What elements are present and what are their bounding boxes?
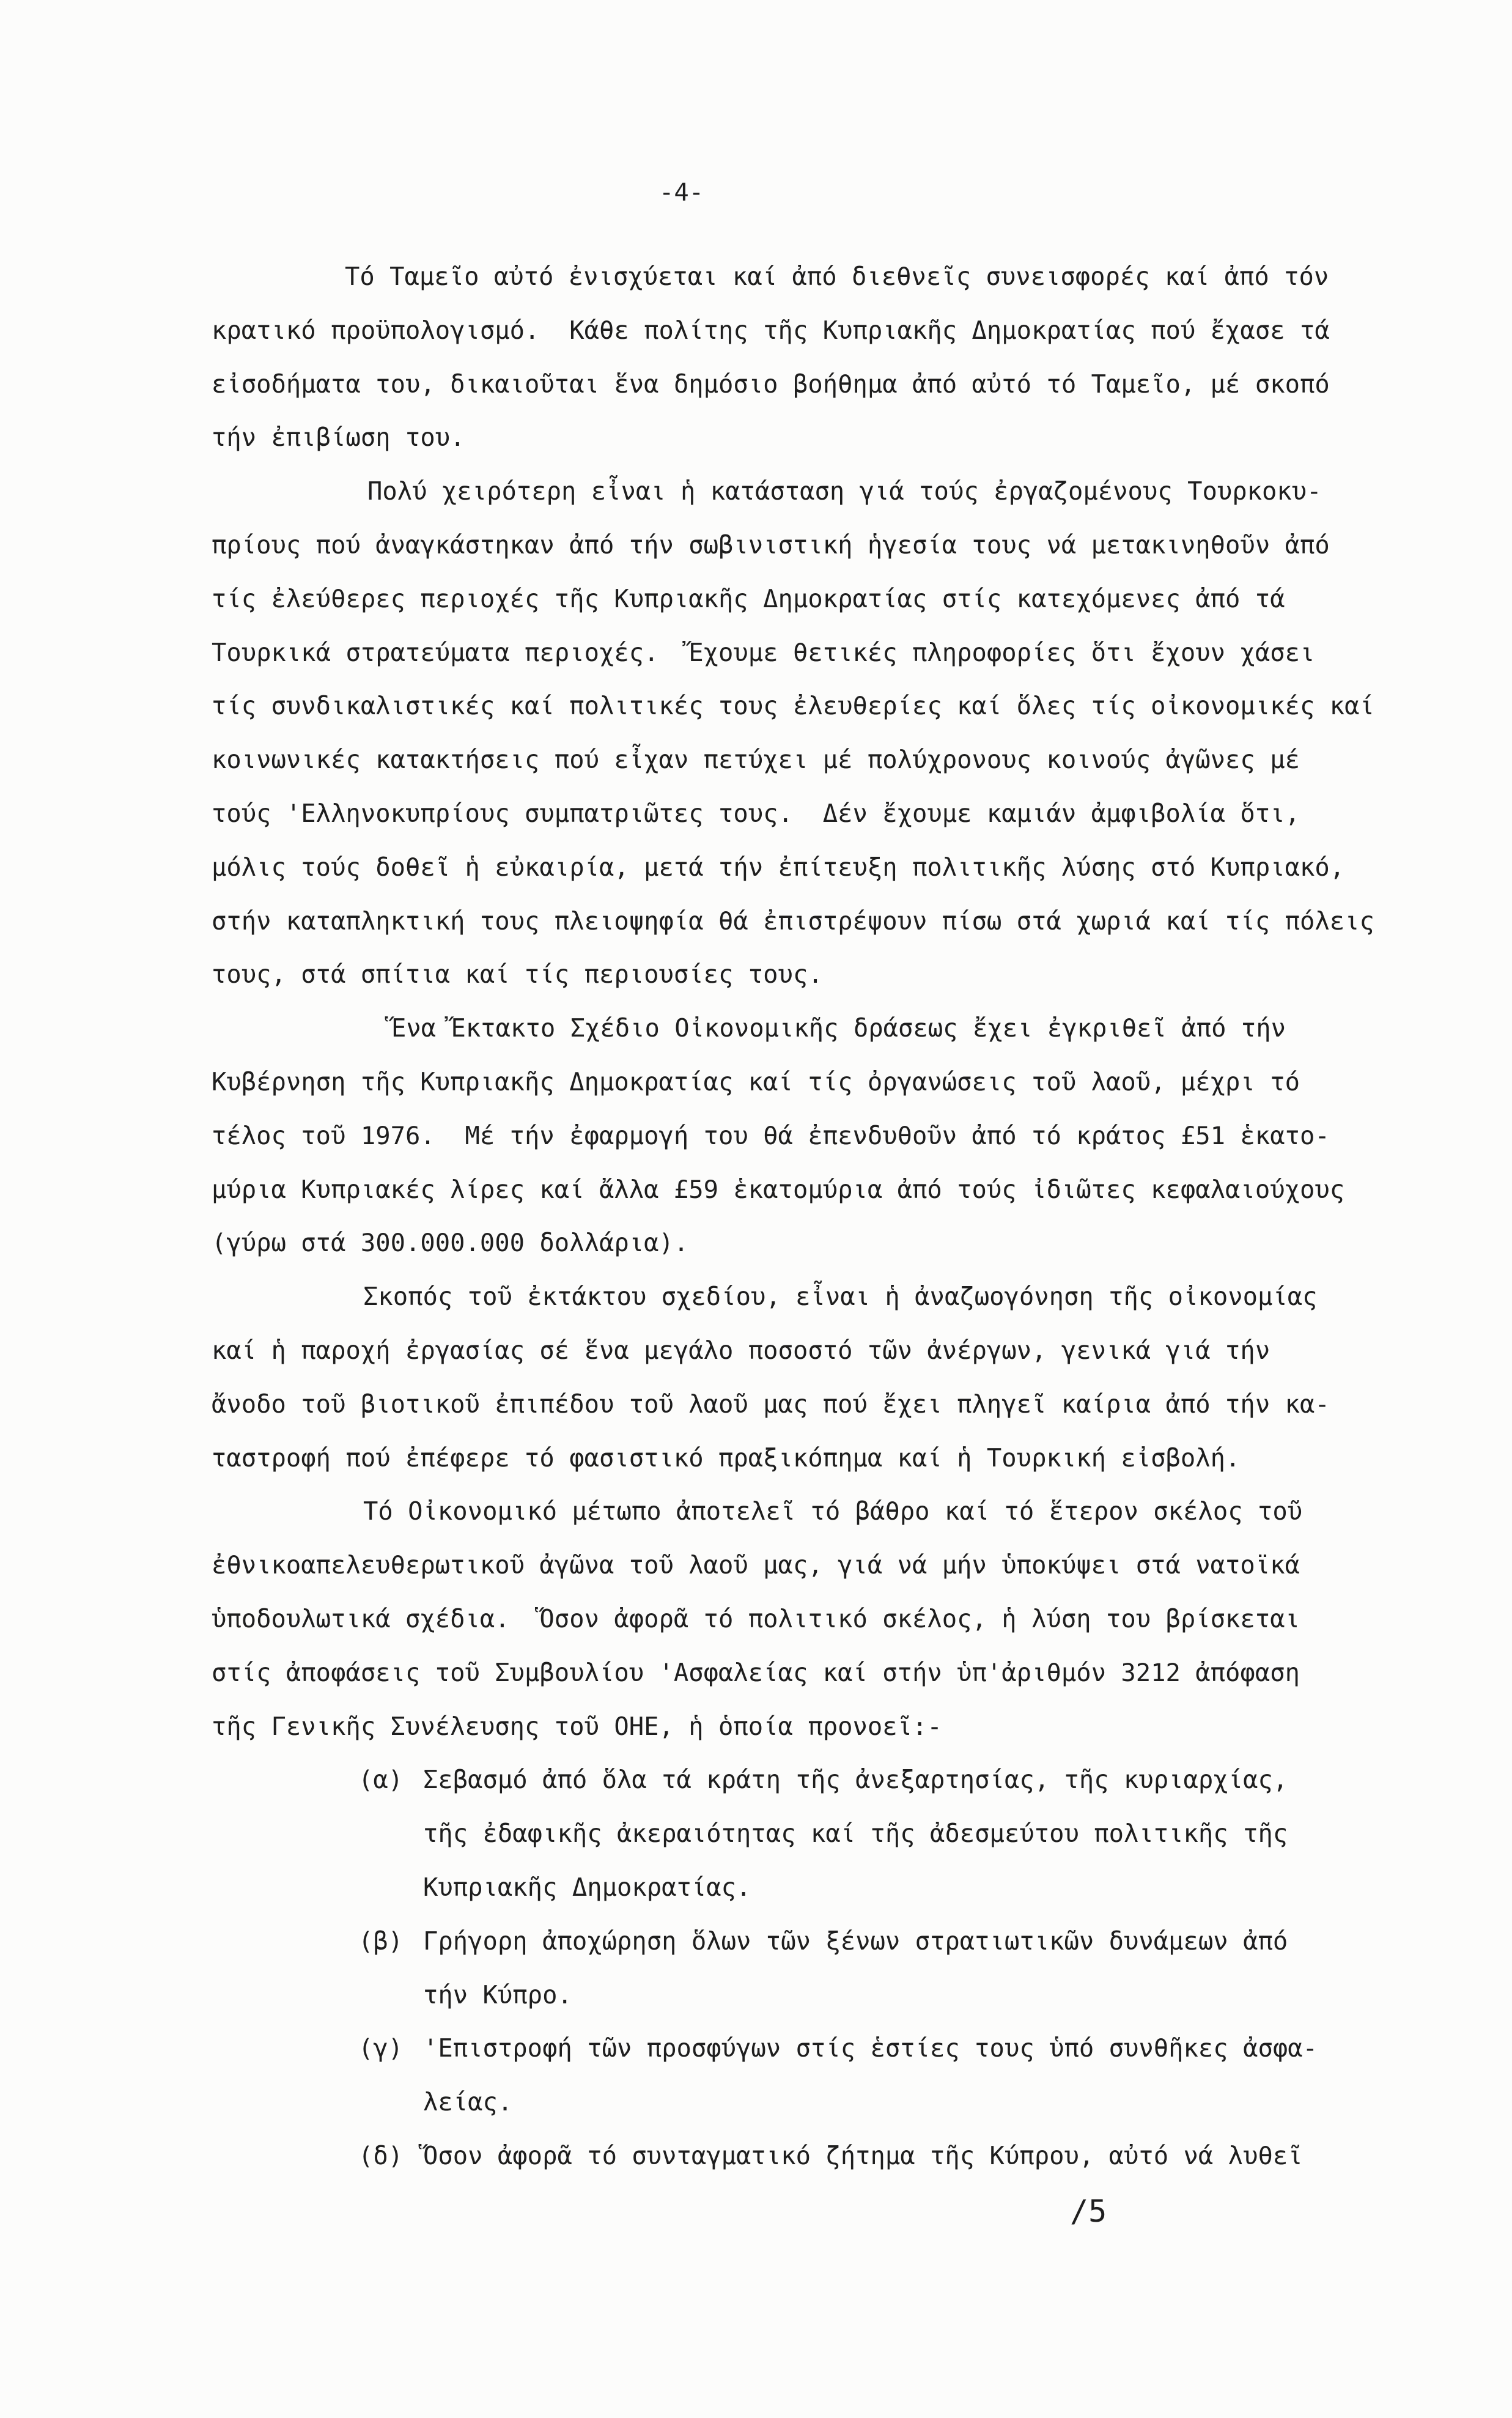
paragraph-line: ὑποδουλωτικά σχέδια. Ὅσον ἀφορᾶ τό πολιτικό σκέλος, ἡ λύση του βρίσκεται xyxy=(212,1603,1300,1633)
paragraph-line: στίς ἀποφάσεις τοῦ Συμβουλίου 'Ασφαλείας καί στήν ὑπ'ἀριθμόν 3212 ἀπόφαση xyxy=(212,1657,1300,1687)
continuation-page-marker: /5 xyxy=(1070,2194,1107,2229)
list-item-line: 'Επιστροφή τῶν προσφύγων στίς ἑστίες τους ὑπό συνθῆκες ἀσφα- xyxy=(423,2033,1318,2063)
document-body xyxy=(212,250,1434,2183)
paragraph-line: (γύρω στά 300.000.000 δολλάρια). xyxy=(212,1228,689,1258)
paragraph-economic-front xyxy=(212,1485,1434,1753)
paragraph-line: τέλος τοῦ 1976. Μέ τήν ἐφαρμογή του θά ἐπενδυθοῦν ἀπό τό κράτος £51 ἑκατο- xyxy=(212,1120,1330,1150)
list-marker: (α) xyxy=(358,1765,404,1795)
paragraph-line: τήν ἐπιβίωση του. xyxy=(212,423,465,453)
list-item-line: λείας. xyxy=(423,2087,513,2117)
list-item-c xyxy=(212,2022,1434,2129)
paragraph-line: Ἕνα Ἔκτακτο Σχέδιο Οἰκονομικῆς δράσεως ἔχει ἐγκριθεῖ ἀπό τήν xyxy=(391,1013,1286,1043)
paragraph-turkish-cypriots xyxy=(212,465,1434,1002)
list-item-line: Σεβασμό ἀπό ὅλα τά κράτη τῆς ἀνεξαρτησίας, τῆς κυριαρχίας, xyxy=(423,1765,1288,1795)
paragraph-line: τους, στά σπίτια καί τίς περιουσίες τους. xyxy=(212,959,823,989)
paragraph-line: Σκοπός τοῦ ἐκτάκτου σχεδίου, εἶναι ἡ ἀναζωογόνηση τῆς οἰκονομίας xyxy=(363,1282,1318,1312)
paragraph-line: Τό Ταμεῖο αὐτό ἐνισχύεται καί ἀπό διεθνεῖς συνεισφορές καί ἀπό τόν xyxy=(345,262,1329,291)
paragraph-line: στήν καταπληκτική τους πλειοψηφία θά ἐπιστρέψουν πίσω στά χωριά καί τίς πόλεις xyxy=(212,906,1374,936)
paragraph-line: Τό Οἰκονομικό μέτωπο ἀποτελεῖ τό βάθρο καί τό ἕτερον σκέλος τοῦ xyxy=(363,1496,1303,1526)
page-number: -4- xyxy=(659,177,704,207)
paragraph-line: μύρια Κυπριακές λίρες καί ἄλλα £59 ἑκατομύρια ἀπό τούς ἰδιῶτες κεφαλαιούχους xyxy=(212,1174,1345,1204)
list-item-line: τῆς ἐδαφικῆς ἀκεραιότητας καί τῆς ἀδεσμεύτου πολιτικῆς τῆς xyxy=(423,1819,1288,1849)
paragraph-emergency-plan xyxy=(212,1002,1434,1270)
resolution-list xyxy=(212,1753,1434,2183)
paragraph-line: ταστροφή πού ἐπέφερε τό φασιστικό πραξικόπημα καί ἡ Τουρκική εἰσβολή. xyxy=(212,1443,1241,1473)
paragraph-line: πρίους πού ἀναγκάστηκαν ἀπό τήν σωβινιστική ἡγεσία τους νά μετακινηθοῦν ἀπό xyxy=(212,530,1330,560)
paragraph-line: τίς ἐλεύθερες περιοχές τῆς Κυπριακῆς Δημοκρατίας στίς κατεχόμενες ἀπό τά xyxy=(212,583,1285,613)
list-item-d xyxy=(212,2129,1434,2183)
list-marker: (γ) xyxy=(358,2033,404,2063)
paragraph-line: κοινωνικές κατακτήσεις πού εἶχαν πετύχει μέ πολύχρονους κοινούς ἀγῶνες μέ xyxy=(212,745,1300,775)
paragraph-line: Πολύ χειρότερη εἶναι ἡ κατάσταση γιά τούς ἐργαζομένους Τουρκοκυ- xyxy=(367,476,1322,506)
paragraph-line: εἰσοδήματα του, δικαιοῦται ἕνα δημόσιο βοήθημα ἀπό αὐτό τό Ταμεῖο, μέ σκοπό xyxy=(212,369,1330,399)
paragraph-plan-purpose xyxy=(212,1270,1434,1485)
paragraph-line: τῆς Γενικῆς Συνέλευσης τοῦ ΟΗΕ, ἡ ὁποία προνοεῖ:- xyxy=(212,1711,942,1741)
list-item-line: Κυπριακῆς Δημοκρατίας. xyxy=(423,1872,751,1902)
paragraph-line: μόλις τούς δοθεῖ ἡ εὐκαιρία, μετά τήν ἐπίτευξη πολιτικῆς λύσης στό Κυπριακό, xyxy=(212,852,1345,882)
list-marker: (β) xyxy=(358,1926,404,1956)
paragraph-line: Τουρκικά στρατεύματα περιοχές. Ἔχουμε θετικές πληροφορίες ὅτι ἔχουν χάσει xyxy=(212,637,1315,667)
paragraph-line: τούς 'Ελληνοκυπρίους συμπατριῶτες τους. Δέν ἔχουμε καμιάν ἀμφιβολία ὅτι, xyxy=(212,798,1300,828)
paragraph-line: τίς συνδικαλιστικές καί πολιτικές τους ἐλευθερίες καί ὅλες τίς οἰκονομικές καί xyxy=(212,691,1374,721)
paragraph-line: Κυβέρνηση τῆς Κυπριακῆς Δημοκρατίας καί τίς ὀργανώσεις τοῦ λαοῦ, μέχρι τό xyxy=(212,1067,1300,1096)
list-marker: (δ) xyxy=(358,2140,404,2170)
paragraph-line: ἄνοδο τοῦ βιοτικοῦ ἐπιπέδου τοῦ λαοῦ μας πού ἔχει πληγεῖ καίρια ἀπό τήν κα- xyxy=(212,1389,1330,1419)
list-item-line: τήν Κύπρο. xyxy=(423,1980,572,2009)
list-item-line: Γρήγορη ἀποχώρηση ὅλων τῶν ξένων στρατιωτικῶν δυνάμεων ἀπό xyxy=(423,1926,1288,1956)
list-item-line: Ὅσον ἀφορᾶ τό συνταγματικό ζήτημα τῆς Κύπρου, αὐτό νά λυθεῖ xyxy=(423,2140,1303,2170)
list-item-a xyxy=(212,1753,1434,1914)
list-item-b xyxy=(212,1915,1434,2022)
paragraph-line: καί ἡ παροχή ἐργασίας σέ ἕνα μεγάλο ποσοστό τῶν ἀνέργων, γενικά γιά τήν xyxy=(212,1335,1270,1365)
paragraph-line: κρατικό προϋπολογισμό. Κάθε πολίτης τῆς Κυπριακῆς Δημοκρατίας πού ἔχασε τά xyxy=(212,315,1330,345)
paragraph-fund xyxy=(212,250,1434,465)
paragraph-line: ἐθνικοαπελευθερωτικοῦ ἀγῶνα τοῦ λαοῦ μας, γιά νά μήν ὑποκύψει στά νατοϊκά xyxy=(212,1550,1300,1580)
